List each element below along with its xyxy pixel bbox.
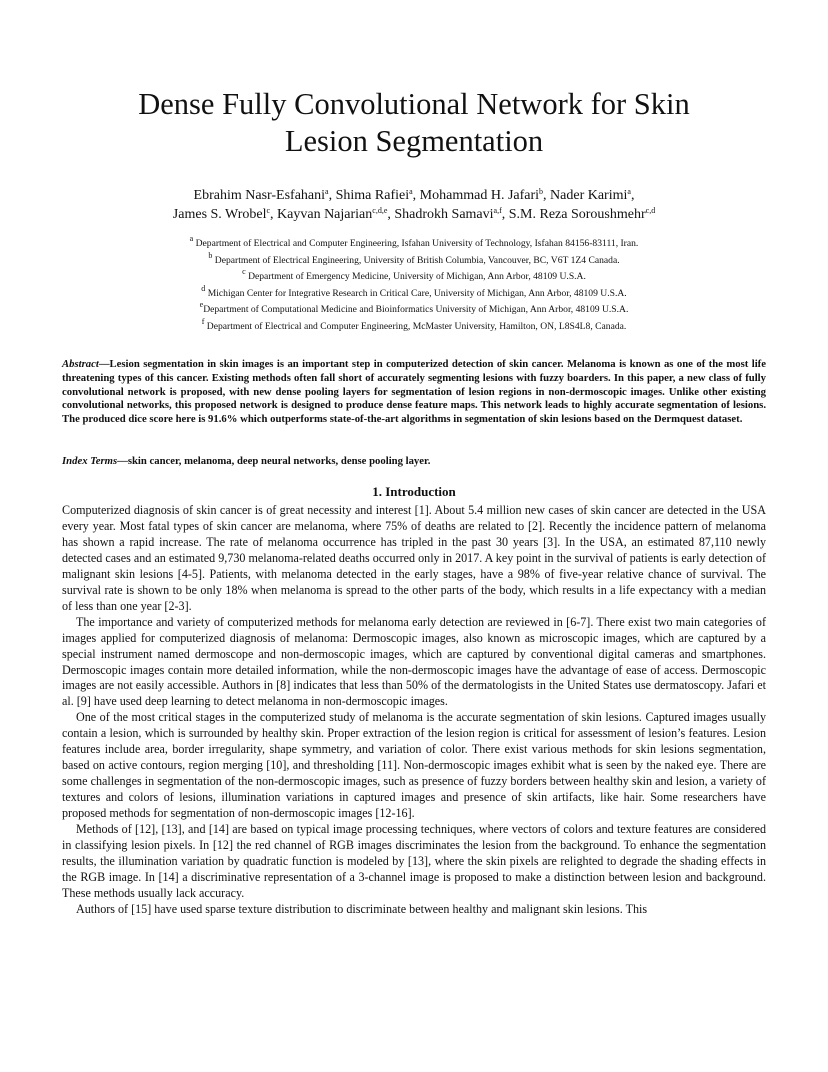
affiliation-text: Department of Computational Medicine and Bioinformatics University of Michigan, Ann Arbor, 48109 U.S.A. xyxy=(203,304,629,315)
author-affil-sup: a,f xyxy=(493,206,502,215)
author-name: Kayvan Najarian xyxy=(277,207,373,222)
affiliation-item xyxy=(90,269,738,286)
affiliation-item xyxy=(90,283,738,303)
affiliation-sup: b xyxy=(208,250,213,260)
author-affil-sup: b xyxy=(539,187,544,196)
author-list xyxy=(60,186,768,224)
affiliation-text: Department of Electrical and Computer Engineering, Isfahan University of Technology, Isfahan 84156-83111, Iran. xyxy=(195,238,639,249)
affiliation-text: Department of Emergency Medicine, University of Michigan, Ann Arbor, 48109 U.S.A. xyxy=(248,271,586,282)
author-affil-sup: c,d,e xyxy=(372,206,388,215)
author-name: S.M. Reza Soroushmehr xyxy=(508,207,646,222)
affiliation-item xyxy=(90,236,738,253)
affiliation-item xyxy=(90,250,738,270)
title-line-2: Lesion Segmentation xyxy=(284,124,544,158)
affiliation-text: Department of Electrical Engineering, University of British Columbia, Vancouver, BC, V6T 1Z4 Canada. xyxy=(214,254,620,266)
author-affil-sup: a xyxy=(627,187,631,196)
author-line-2: James S. Wrobel$^c$, Kayvan Najarian$^{c,d,e}$, Shadrokh Samavi$^{a,f}$, S.M. Reza Soroushmehr$^{c,d}$ xyxy=(172,206,656,222)
paragraph: Computerized diagnosis of skin cancer is of great necessity and interest [1]. About 5.4 million new cases of skin cancer are detected in the USA every year. Most fatal types of skin cancer are melanoma, where 75% of deaths are related to [2]. Recently the incidence pattern of melanoma has shown a rapid increase. The rate of melanoma occurrence has tripled in the past 30 years [3]. In the USA, an estimated 87,110 newly detected cases and an estimated 9,730 melanoma-related deaths occurred only in 2017. A key point in the survival of patients is early detection of malignant skin lesions [4-5]. Patients, with melanoma detected in the early stages, have a 98% of five-year relative chance of survival. The survival rate is shown to be only 18% when melanoma is spread to the other parts of the body, which results in a life expectancy with a median of less than one year [2-3]. xyxy=(62,503,766,613)
affiliation-item xyxy=(90,302,738,319)
paragraph: Authors of [15] have used sparse texture distribution to discriminate between healthy and malignant skin lesions. This xyxy=(76,901,648,916)
affiliation-sup: f xyxy=(201,316,205,326)
author-name: Nader Karimi xyxy=(550,188,628,203)
affiliation-text: Department of Electrical and Computer Engineering, McMaster University, Hamilton, ON, L8S4L8, Canada. xyxy=(206,320,627,332)
affiliation-sup: d xyxy=(201,283,206,293)
paragraph: The importance and variety of computerized methods for melanoma early detection are reviewed in [6-7]. There exist two main categories of images applied for computerized diagnosis of melanoma: Dermoscopic images, also known as microscopic images, which are captured by a special instrument named dermoscope and non-dermoscopic images, which are captured by conventional digital cameras and smartphones. Dermoscopic images contain more detailed information, while the non-dermoscopic images have the advantage of ease of access. Dermoscopic images are not easily accessible. Authors in [8] indicates that less than 50% of the dermatologists in the United States use dermatoscopy. Jafari et al. [9] have used deep learning to detect melanoma in non-dermoscopic images. xyxy=(62,614,766,709)
title-line-1: Dense Fully Convolutional Network for Skin xyxy=(138,87,690,121)
affiliation-list xyxy=(90,236,738,335)
affiliation-sup: a xyxy=(189,234,194,243)
author-name: Shadrokh Samavi xyxy=(394,207,494,222)
paragraph: One of the most critical stages in the computerized study of melanoma is the accurate segmentation of skin lesions. Captured images usually contain a lesion, which is surrounded by healthy skin. Proper extraction of the lesion region is critical for assessment of lesion’s features. Lesion features include area, border irregularity, shape symmetry, and variation of color. There exist various methods for skin lesions segmentation, based on active contours, region merging [10], and thresholding [11]. Non-dermoscopic images exhibit what is seen by the naked eye. There are some challenges in segmentation of the non-dermoscopic images, such as presence of fuzzy borders between healthy skin and lesion, a variety of textures and colors of lesions, illumination variations in captured images and presence of skin artifacts, like hair. Some researchers have proposed methods for segmentation of non-dermoscopic images [12-16]. xyxy=(62,710,766,821)
affiliation-text: Michigan Center for Integrative Research in Critical Care, University of Michigan, Ann Arbor, 48109 U.S.A. xyxy=(207,287,627,299)
index-terms-text: —skin cancer, melanoma, deep neural networks, dense pooling layer. xyxy=(117,455,431,467)
paper-title xyxy=(70,86,758,160)
index-terms-lead: Index Terms xyxy=(62,455,118,467)
section-heading: 1. Introduction xyxy=(372,484,456,499)
author-affil-sup: a xyxy=(409,187,413,196)
abstract xyxy=(62,358,766,427)
author-line-1: Ebrahim Nasr-Esfahani$^a$, Shima Rafiei$^a$, Mohammad H. Jafari$^b$, Nader Karimi$^a$, xyxy=(193,187,635,203)
body-text xyxy=(62,503,766,918)
abstract-lead: Abstract xyxy=(62,358,99,370)
author-name: Mohammad H. Jafari xyxy=(419,188,540,203)
paragraph: Methods of [12], [13], and [14] are based on typical image processing techniques, where vectors of colors and texture features are considered in classifying lesion pixels. In [12] the red channel of RGB images discriminates the lesion from the background. To enhance the segmentation results, the illumination variation by quadratic function is modeled by [13], where the skin pixels are relighted to degrade the shading effects in the RGB image. In [14] a discriminative representation of a 3-channel image is proposed to make a distinction between lesion and background. These methods usually lack accuracy. xyxy=(62,822,766,900)
abstract-text: —Lesion segmentation in skin images is an important step in computerized detection of skin cancer. Melanoma is known as one of the most life threatening types of this cancer. Existing methods often fall short of accurately segmenting lesions with fuzzy boarders. In this paper, a new class of fully convolutional network is proposed, with new dense pooling layers for segmentation of lesion regions in non-dermoscopic images. Unlike other existing convolutional networks, this proposed network is designed to produce dense feature maps. This network leads to highly accurate segmentation of lesions. The produced dice score here is 91.6% which outperforms state-of-the-art algorithms in segmentation of skin lesions based on the Dermquest dataset. xyxy=(62,358,766,426)
index-terms xyxy=(62,454,766,468)
affiliation-sup: e xyxy=(199,300,204,309)
author-name: Ebrahim Nasr-Esfahani xyxy=(193,188,326,203)
author-name: Shima Rafiei xyxy=(335,188,410,203)
author-affil-sup: c xyxy=(266,206,271,215)
affiliation-item xyxy=(90,316,738,336)
author-affil-sup: c,d xyxy=(645,206,656,215)
affiliation-sup: c xyxy=(242,267,246,276)
author-name: James S. Wrobel xyxy=(172,207,267,222)
author-affil-sup: a xyxy=(325,187,329,196)
